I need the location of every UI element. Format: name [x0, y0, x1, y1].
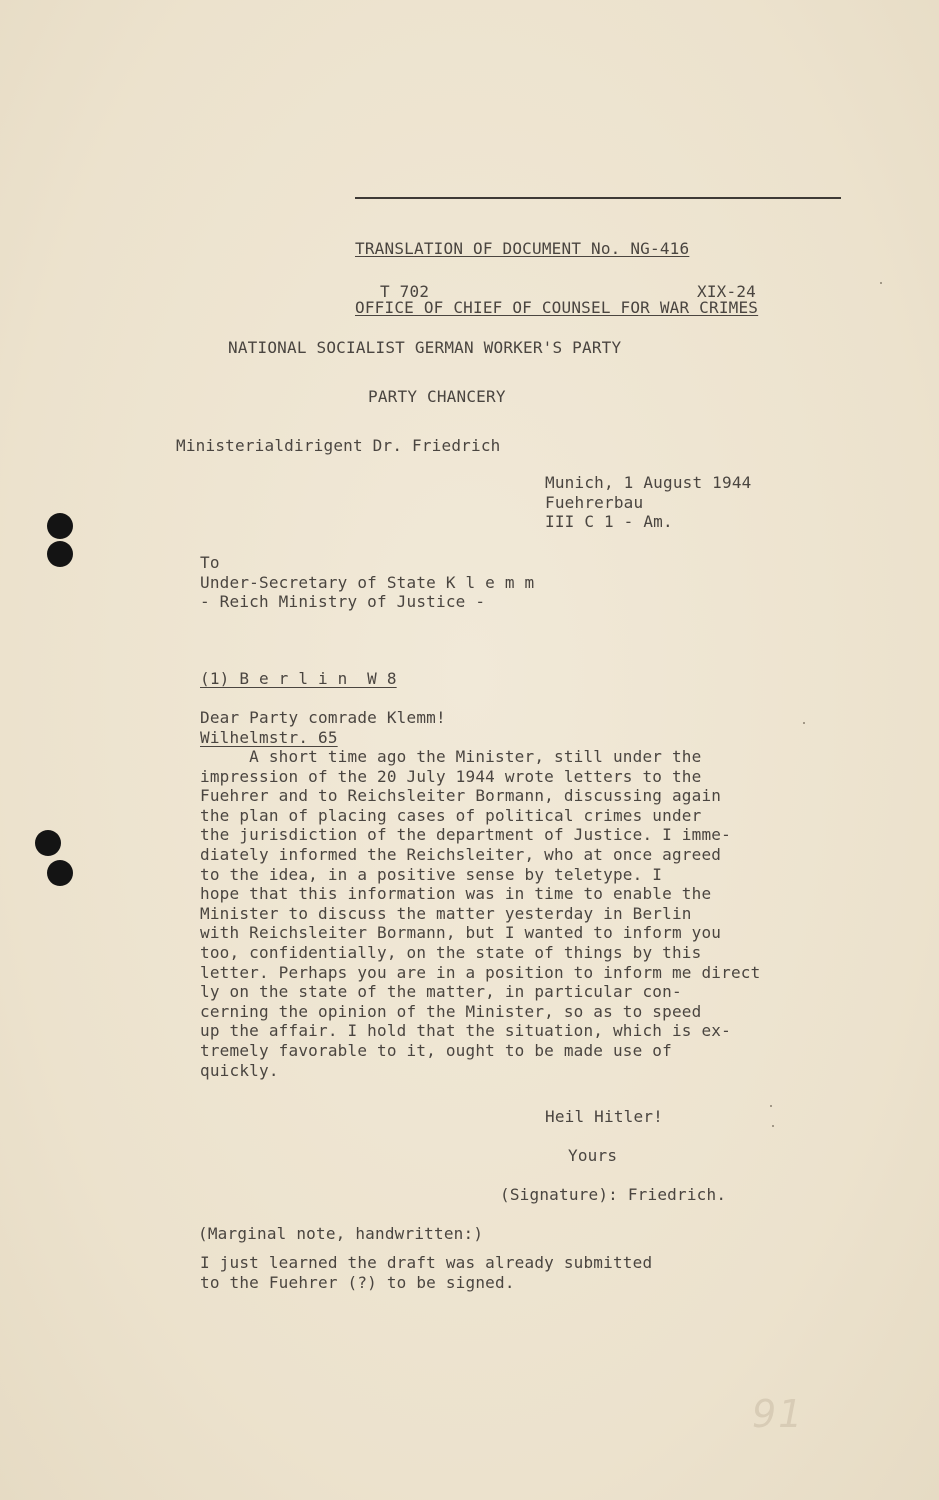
marginal-line: to the Fuehrer (?) to be signed.: [200, 1272, 515, 1292]
recipient-block: [200, 553, 534, 612]
salutation: Dear Party comrade Klemm!: [200, 708, 446, 727]
body-line: letter. Perhaps you are in a position to inform me direct: [200, 962, 761, 982]
page-number: 91: [752, 1392, 805, 1436]
paper-speck: [770, 1105, 772, 1107]
place-date-block: [545, 473, 752, 532]
chancery-title: PARTY CHANCERY: [368, 387, 506, 406]
body-line: impression of the 20 July 1944 wrote letters to the: [200, 766, 702, 786]
body-line: Fuehrer and to Reichsleiter Bormann, discussing again: [200, 786, 722, 806]
recipient-name: Under-Secretary of State K l e m m: [200, 572, 535, 592]
marginal-line: I just learned the draft was already submitted: [200, 1253, 653, 1272]
body-line: diately informed the Reichsleiter, who at once agreed: [200, 844, 722, 864]
body-line: with Reichsleiter Bormann, but I wanted to inform you: [200, 923, 722, 943]
body-line: too, confidentially, on the state of things by this: [200, 942, 702, 962]
punch-hole: [47, 860, 73, 886]
paper-speck: [772, 1125, 774, 1127]
closing-salute: Heil Hitler!: [545, 1107, 663, 1126]
reference-left: T 702: [380, 282, 430, 301]
marginal-note-label: (Marginal note, handwritten:): [198, 1224, 484, 1243]
body-line: Minister to discuss the matter yesterday in Berlin: [200, 903, 692, 923]
office-line: OFFICE OF CHIEF OF COUNSEL FOR WAR CRIMES: [355, 297, 759, 317]
body-line: ly on the state of the matter, in particular con-: [200, 982, 682, 1002]
sender-line: Ministerialdirigent Dr. Friedrich: [176, 436, 501, 455]
address-street: Wilhelmstr. 65: [200, 727, 338, 747]
heading-rule: [355, 197, 841, 199]
date-line: Munich, 1 August 1944: [545, 473, 752, 492]
body-line: A short time ago the Minister, still under the: [200, 747, 702, 766]
paper-speck: [880, 282, 882, 284]
body-line: the plan of placing cases of political crimes under: [200, 805, 702, 825]
body-line: the jurisdiction of the department of Justice. I imme-: [200, 825, 731, 845]
body-line: to the idea, in a positive sense by teletype. I: [200, 864, 663, 884]
body-line: up the affair. I hold that the situation, which is ex-: [200, 1021, 731, 1041]
reference-right: XIX-24: [697, 282, 756, 301]
building-line: Fuehrerbau: [545, 492, 644, 512]
body-line: tremely favorable to it, ought to be made use of: [200, 1040, 672, 1060]
address-city: (1) B e r l i n W 8: [200, 669, 397, 689]
paper-speck: [803, 722, 805, 724]
letter-body: [200, 747, 760, 1080]
marginal-note-text: [200, 1253, 652, 1292]
file-reference: III C 1 - Am.: [545, 512, 673, 532]
closing-yours: Yours: [568, 1146, 618, 1165]
translation-heading: [355, 200, 758, 357]
signature-line: (Signature): Friedrich.: [500, 1185, 727, 1204]
body-line: quickly.: [200, 1060, 279, 1080]
punch-hole: [35, 830, 61, 856]
recipient-ministry: - Reich Ministry of Justice -: [200, 592, 486, 612]
body-line: hope that this information was in time to enable the: [200, 884, 712, 904]
punch-hole: [47, 513, 73, 539]
translation-line: TRANSLATION OF DOCUMENT No. NG-416: [355, 239, 690, 259]
party-title: NATIONAL SOCIALIST GERMAN WORKER'S PARTY: [228, 338, 622, 357]
to-label: To: [200, 553, 220, 572]
punch-hole: [47, 541, 73, 567]
body-line: cerning the opinion of the Minister, so as to speed: [200, 1001, 702, 1021]
